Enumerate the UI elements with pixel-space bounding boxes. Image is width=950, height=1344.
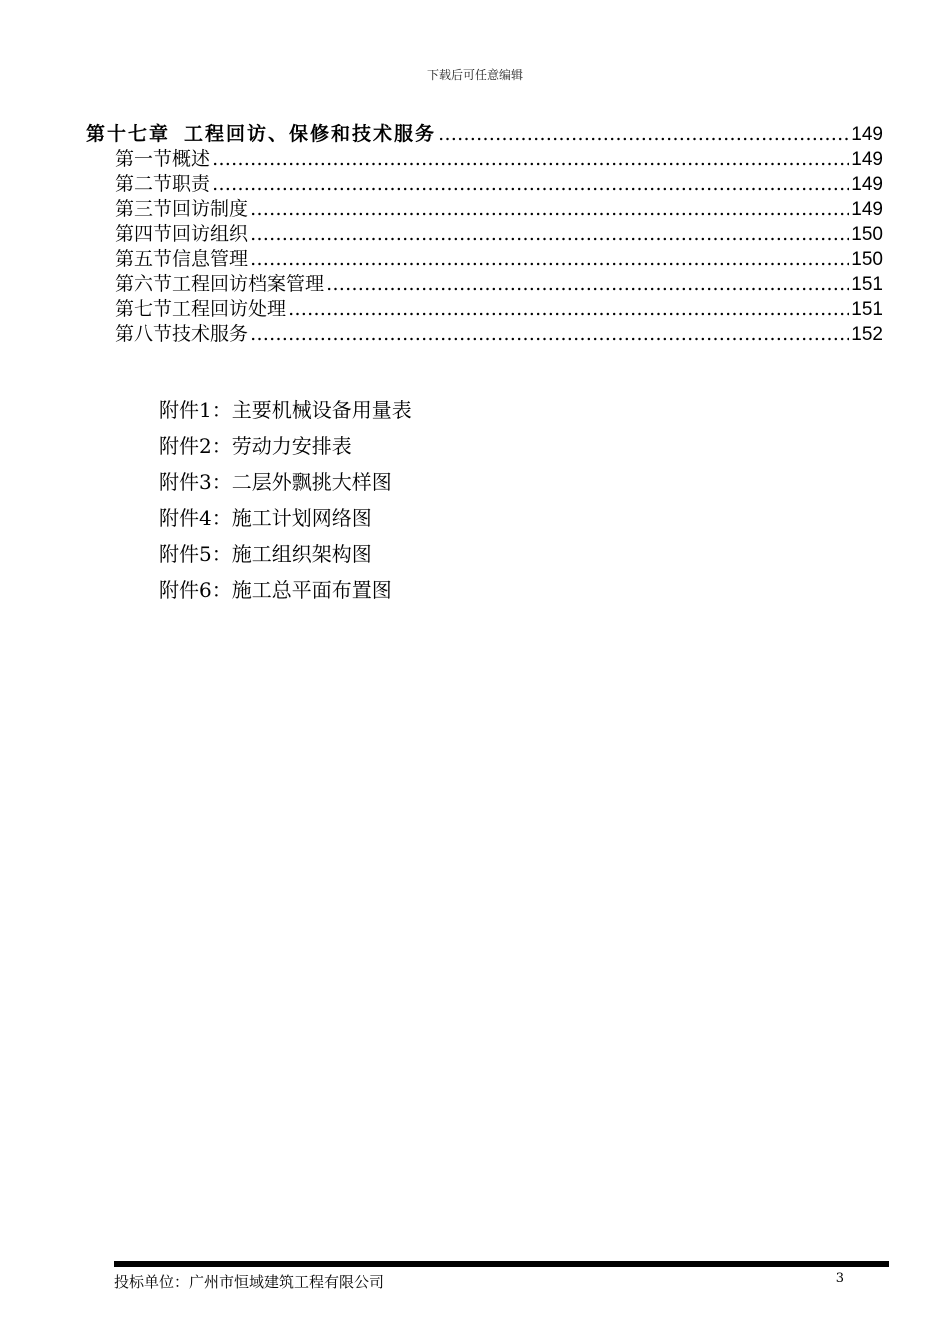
dot-leader xyxy=(438,122,849,147)
dot-leader xyxy=(212,147,849,172)
dot-leader xyxy=(250,197,849,222)
section-number: 第五节 xyxy=(115,248,173,270)
section-title: 职责 xyxy=(172,173,211,195)
attachment-list xyxy=(159,394,412,610)
section-page: 149 xyxy=(851,199,883,220)
toc-section-entry[interactable] xyxy=(86,147,883,172)
section-title: 回访制度 xyxy=(172,198,249,220)
toc-chapter-entry[interactable] xyxy=(86,122,883,147)
attachment-item: 附件5：施工组织架构图 xyxy=(159,542,372,566)
toc-section-entry[interactable] xyxy=(86,222,883,247)
attachment-item: 附件1：主要机械设备用量表 xyxy=(159,398,412,422)
section-title: 技术服务 xyxy=(172,323,249,345)
footer-divider xyxy=(114,1261,889,1267)
chapter-number: 第十七章 xyxy=(86,123,171,145)
chapter-page: 149 xyxy=(851,124,883,145)
section-number: 第四节 xyxy=(115,223,173,245)
section-number: 第八节 xyxy=(115,323,173,345)
toc-section-entry[interactable] xyxy=(86,297,883,322)
bidding-unit: 投标单位：广州市恒域建筑工程有限公司 xyxy=(114,1273,385,1291)
section-number: 第六节 xyxy=(115,273,173,295)
section-page: 150 xyxy=(851,224,883,245)
toc-section-entry[interactable] xyxy=(86,322,883,347)
section-title: 信息管理 xyxy=(172,248,249,270)
page-footer xyxy=(114,1271,889,1293)
section-page: 151 xyxy=(851,299,883,320)
chapter-title: 工程回访、保修和技术服务 xyxy=(184,123,437,145)
dot-leader xyxy=(250,222,849,247)
section-title: 工程回访处理 xyxy=(172,298,287,320)
dot-leader xyxy=(250,322,849,347)
toc-section-entry[interactable] xyxy=(86,272,883,297)
section-number: 第一节 xyxy=(115,148,173,170)
attachment-item: 附件3：二层外飘挑大样图 xyxy=(159,470,392,494)
attachment-item: 附件6：施工总平面布置图 xyxy=(159,578,392,602)
section-title: 概述 xyxy=(172,148,211,170)
dot-leader xyxy=(212,172,849,197)
dot-leader xyxy=(250,247,849,272)
section-number: 第七节 xyxy=(115,298,173,320)
section-title: 回访组织 xyxy=(172,223,249,245)
attachment-item: 附件2：劳动力安排表 xyxy=(159,434,352,458)
section-page: 149 xyxy=(851,149,883,170)
page-number: 3 xyxy=(835,1271,844,1286)
section-page: 152 xyxy=(851,324,883,345)
section-page: 151 xyxy=(851,274,883,295)
section-number: 第二节 xyxy=(115,173,173,195)
section-page: 149 xyxy=(851,174,883,195)
table-of-contents xyxy=(86,122,883,347)
toc-section-entry[interactable] xyxy=(86,197,883,222)
toc-section-entry[interactable] xyxy=(86,247,883,272)
section-page: 150 xyxy=(851,249,883,270)
dot-leader xyxy=(288,297,849,322)
page-header: 下载后可任意编辑 xyxy=(426,68,523,82)
attachment-item: 附件4：施工计划网络图 xyxy=(159,506,372,530)
toc-section-entry[interactable] xyxy=(86,172,883,197)
section-title: 工程回访档案管理 xyxy=(172,273,325,295)
section-number: 第三节 xyxy=(115,198,173,220)
dot-leader xyxy=(326,272,849,297)
